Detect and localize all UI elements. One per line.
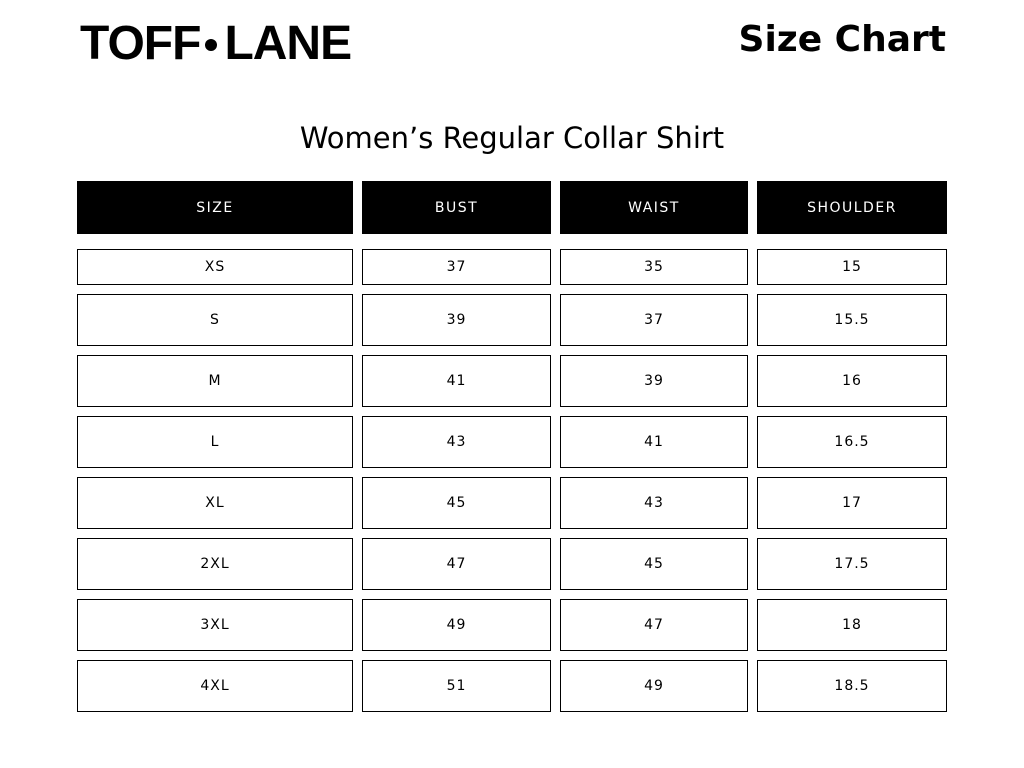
table-cell-size: 3XL <box>77 599 353 651</box>
table-cell-size: L <box>77 416 353 468</box>
table-cell-bust: 51 <box>362 660 551 712</box>
table-cell-waist: 45 <box>560 538 748 590</box>
table-cell-waist: 39 <box>560 355 748 407</box>
table-cell-shoulder: 16.5 <box>757 416 947 468</box>
table-cell-waist: 35 <box>560 249 748 285</box>
brand-dot-icon <box>205 39 217 51</box>
table-cell-shoulder: 17.5 <box>757 538 947 590</box>
column-header-shoulder: SHOULDER <box>757 181 947 234</box>
table-cell-bust: 37 <box>362 249 551 285</box>
table-cell-size: XL <box>77 477 353 529</box>
table-cell-waist: 49 <box>560 660 748 712</box>
table-cell-bust: 39 <box>362 294 551 346</box>
brand-logo <box>80 16 351 72</box>
table-cell-shoulder: 17 <box>757 477 947 529</box>
table-cell-bust: 45 <box>362 477 551 529</box>
table-cell-shoulder: 15.5 <box>757 294 947 346</box>
column-header-waist: WAIST <box>560 181 748 234</box>
table-cell-size: 2XL <box>77 538 353 590</box>
table-cell-waist: 43 <box>560 477 748 529</box>
table-cell-waist: 37 <box>560 294 748 346</box>
size-table <box>77 181 947 721</box>
table-cell-size: 4XL <box>77 660 353 712</box>
table-cell-shoulder: 15 <box>757 249 947 285</box>
page-title: Size Chart <box>738 19 946 60</box>
table-cell-shoulder: 18.5 <box>757 660 947 712</box>
table-cell-size: M <box>77 355 353 407</box>
table-cell-bust: 43 <box>362 416 551 468</box>
header-spacer <box>77 234 947 249</box>
column-header-size: SIZE <box>77 181 353 234</box>
chart-subtitle: Women’s Regular Collar Shirt <box>299 121 725 155</box>
table-cell-bust: 41 <box>362 355 551 407</box>
table-cell-waist: 47 <box>560 599 748 651</box>
table-cell-bust: 47 <box>362 538 551 590</box>
table-cell-shoulder: 16 <box>757 355 947 407</box>
table-cell-bust: 49 <box>362 599 551 651</box>
table-cell-waist: 41 <box>560 416 748 468</box>
brand-name-left: TOFF <box>80 17 201 70</box>
brand-name-right: LANE <box>224 17 352 70</box>
table-cell-shoulder: 18 <box>757 599 947 651</box>
column-header-bust: BUST <box>362 181 551 234</box>
table-cell-size: XS <box>77 249 353 285</box>
table-cell-size: S <box>77 294 353 346</box>
